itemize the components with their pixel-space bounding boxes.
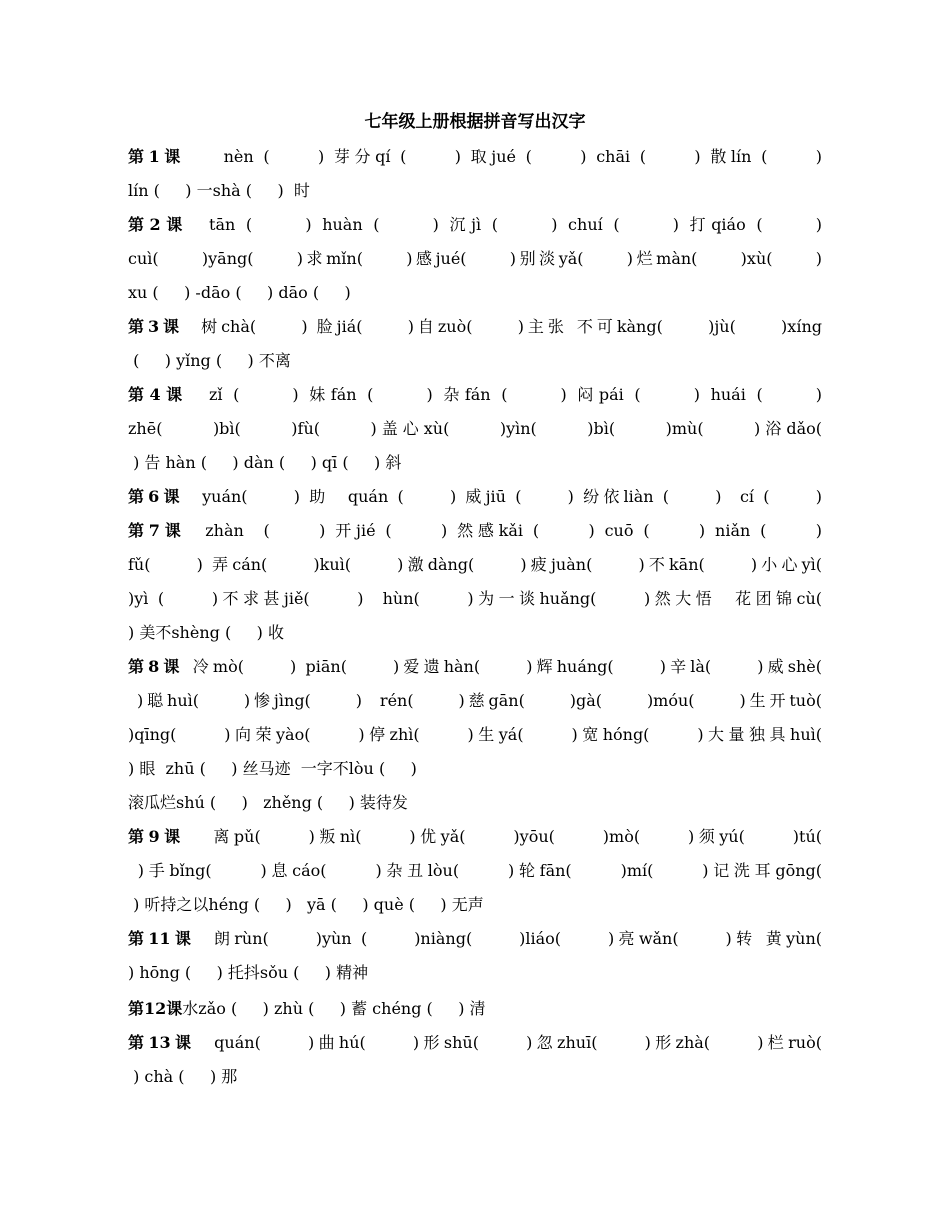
lesson-label: 第1课 — [128, 147, 185, 166]
exercise-text: ( ) yǐng ( ) 不离 — [128, 351, 291, 370]
exercise-text: 树chà( ) 脸jiá( )自zuò( )主张 不可kàng( )jù( )xíng — [183, 317, 822, 336]
lesson-label: 第11课 — [128, 929, 196, 948]
exercise-text: 朗rùn( )yùn ( )niàng( )liáo( )亮wǎn( )转 黄yùn( — [195, 929, 822, 948]
exercise-line — [128, 616, 822, 650]
exercise-text: )qīng( )向荣yào( )停zhì( )生yá( )宽hóng( )大量独具huì( — [128, 725, 822, 744]
exercise-line — [128, 174, 822, 208]
exercise-text: zǐ ( ) 妹fán ( ) 杂fán ( ) 闷pái ( ) huái ( ) — [187, 385, 822, 404]
exercise-text: quán( )曲hú( )形shū( )忽zhuī( )形zhà( )栏ruò( — [195, 1033, 822, 1052]
lesson-label: 第12课 — [128, 999, 183, 1018]
exercise-line — [128, 310, 822, 344]
exercise-text: ) 美不shèng ( ) 收 — [128, 623, 284, 642]
exercise-line — [128, 888, 822, 922]
exercise-line — [128, 412, 822, 446]
exercise-text: ) hōng ( ) 托抖sǒu ( ) 精神 — [128, 963, 369, 982]
exercise-line — [128, 480, 822, 514]
exercise-line — [128, 208, 822, 242]
exercise-line — [128, 1026, 822, 1060]
exercise-line — [128, 514, 822, 548]
exercise-text: ) chà ( ) 那 — [128, 1067, 238, 1086]
exercise-line — [128, 242, 822, 276]
lesson-label: 第8课 — [128, 657, 184, 676]
exercise-text: )聪huì( )惨jìng( ) rén( )慈gān( )gà( )móu( )生开tuò( — [128, 691, 822, 710]
exercise-line — [128, 548, 822, 582]
exercise-line — [128, 650, 822, 684]
lesson-label: 第3课 — [128, 317, 184, 336]
exercise-text: 滚瓜烂shú ( ) zhěng ( ) 装待发 — [128, 793, 408, 812]
exercise-line — [128, 854, 822, 888]
exercise-text: yuán( ) 助 quán ( ) 威jiū ( ) 纷依liàn ( ) cí ( ) — [183, 487, 822, 506]
exercise-text: cuì( )yāng( )求mǐn( )感jué( )别淡yǎ( )烂màn( )xù( ) — [128, 249, 822, 268]
exercise-line — [128, 276, 822, 310]
lesson-label: 第7课 — [128, 521, 186, 540]
exercise-text: lín ( ) 一shà ( ) 时 — [128, 181, 310, 200]
exercise-text: 冷mò( ) piān( )爱遗hàn( )辉huáng( )辛là( )威shè( — [183, 657, 822, 676]
exercise-text: tān ( ) huàn ( ) 沉jì ( ) chuí ( ) 打qiáo ( ) — [187, 215, 822, 234]
exercise-text: zhàn ( ) 开jié ( ) 然感kǎi ( ) cuō ( ) niǎn ( ) — [185, 521, 822, 540]
exercise-line — [128, 344, 822, 378]
lesson-label: 第13课 — [128, 1033, 196, 1052]
exercise-line — [128, 752, 822, 786]
lesson-label: 第2课 — [128, 215, 188, 234]
lesson-label: 第6课 — [128, 487, 184, 506]
exercise-text: 离pǔ( )叛nì( )优yǎ( )yōu( )mò( )须yú( )tú( — [184, 827, 822, 846]
exercise-text: )yì ( )不求甚jiě( ) hùn( )为一谈huǎng( )然大悟 花团锦cù( — [128, 589, 822, 608]
page-title: 七年级上册根据拼音写出汉字 — [364, 112, 586, 132]
exercise-line — [128, 820, 822, 854]
exercise-text: ) 告 hàn ( ) dàn ( ) qī ( ) 斜 — [128, 453, 402, 472]
exercise-text: zhē( )bì( )fù( )盖心xù( )yìn( )bì( )mù( )浴dǎo( — [128, 419, 822, 438]
exercise-line — [128, 140, 822, 174]
exercise-text: ) 听持之以héng ( ) yā ( ) què ( ) 无声 — [128, 895, 484, 914]
exercise-line — [128, 718, 822, 752]
lesson-label: 第4课 — [128, 385, 188, 404]
exercise-line — [128, 446, 822, 480]
lesson-label: 第9课 — [128, 827, 185, 846]
exercise-line — [128, 922, 822, 956]
exercise-line — [128, 582, 822, 616]
exercise-line — [128, 684, 822, 718]
exercise-text: 水zǎo ( ) zhù ( ) 蓄 chéng ( ) 清 — [182, 999, 486, 1018]
exercise-line — [128, 956, 822, 990]
exercise-text: fǔ( ) 弄cán( )kuì( )激dàng( )疲juàn( )不kān( )小心yì( — [128, 555, 822, 574]
exercise-line — [128, 786, 822, 820]
exercise-text: nèn ( ) 芽分qí ( ) 取jué ( ) chāi ( ) 散lín ( ) — [184, 147, 822, 166]
exercise-line — [128, 378, 822, 412]
exercise-text: xu ( ) -dāo ( ) dāo ( ) — [128, 283, 351, 302]
exercise-line — [128, 1060, 822, 1094]
exercise-line — [128, 992, 822, 1026]
exercise-text: ) 眼 zhū ( ) 丝马迹 一字不lòu ( ) — [128, 759, 417, 778]
exercise-text: )手bǐng( )息cáo( )杂丑lòu( )轮fān( )mí( )记洗耳gōng( — [128, 861, 822, 880]
